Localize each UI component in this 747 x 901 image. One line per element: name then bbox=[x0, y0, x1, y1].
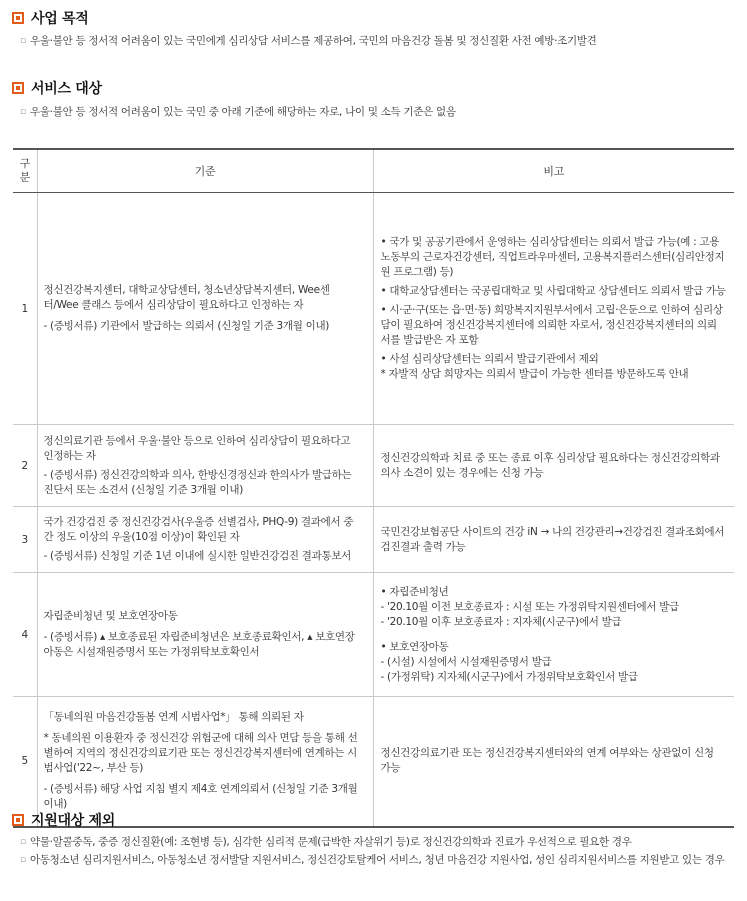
section-target-heading bbox=[12, 78, 102, 98]
row-number: 2 bbox=[13, 425, 37, 507]
note-text: - (가정위탁) 지자체(시군구)에서 가정위탁보호확인서 발급 bbox=[380, 670, 638, 683]
orange-square-bullet-icon bbox=[12, 814, 24, 826]
note-text: - '20.10월 이전 보호종료자 : 시설 또는 가정위탁지원센터에서 발급 bbox=[380, 600, 679, 613]
criteria-evidence: - (증빙서류) 해당 사업 지침 별지 제4호 연계의뢰서 (신청일 기준 3개월 이내) bbox=[43, 783, 358, 811]
note-text: * 자발적 상담 희망자는 의뢰서 발급이 가능한 센터를 방문하도록 안내 bbox=[380, 368, 689, 380]
orange-square-bullet-icon bbox=[12, 82, 24, 94]
row-number: 3 bbox=[13, 507, 37, 573]
note-text: 국민건강보험공단 사이트의 건강 iN → 나의 건강관리→건강검진 결과조회에서 검진결과 출력 가능 bbox=[380, 525, 725, 553]
criteria-text: 정신의료기관 등에서 우울·불안 등으로 인하여 심리상담이 필요하다고 인정하는 자 bbox=[43, 434, 351, 462]
table-row bbox=[13, 507, 734, 573]
header-criteria: 기준 bbox=[37, 149, 373, 193]
row-number: 1 bbox=[13, 193, 37, 425]
section-title: 사업 목적 bbox=[31, 11, 89, 27]
note-text: • 시·군·구(또는 읍·면·동) 희망복지지원부서에서 고립·은둔으로 인하여 심리상담이 필요하여 정신건강복지센터에 의뢰한 자로서, 정신건강복지센터의 의뢰서를 발급받은 자 포함 bbox=[380, 304, 723, 346]
criteria-text: 자립준비청년 및 보호연장아동 bbox=[43, 610, 178, 622]
table-row bbox=[13, 193, 734, 425]
criteria-table bbox=[13, 148, 734, 828]
note-text: • 대학교상담센터는 국공립대학교 및 사립대학교 상담센터도 의뢰서 발급 가능 bbox=[380, 285, 726, 297]
exclusion-item: ▫ 약물·알콜중독, 중증 정신질환(예: 조현병 등), 심각한 심리적 문제(급박한 자살위기 등)로 정신건강의학과 진료가 우선적으로 필요한 경우 bbox=[20, 834, 737, 850]
section-title: 지원대상 제외 bbox=[31, 813, 115, 829]
note-text: - (시설) 시설에서 시설재원증명서 발급 bbox=[380, 655, 552, 668]
note-text: • 국가 및 공공기관에서 운영하는 심리상담센터는 의뢰서 발급 가능(예 : 고용노동부의 근로자건강센터, 직업트라우마센터, 고용복지플러스센터(심리안정지원 프로그램) 등) bbox=[380, 236, 725, 278]
criteria-cell bbox=[37, 507, 373, 573]
criteria-cell bbox=[37, 697, 373, 827]
note-text: - '20.10월 이후 보호종료자 : 지자체(시군구)에서 발급 bbox=[380, 615, 622, 628]
header-gu-2: 분 bbox=[19, 171, 30, 184]
note-cell bbox=[373, 573, 734, 697]
target-item: ▫ 우울·불안 등 정서적 어려움이 있는 국민 중 아래 기준에 해당하는 자로, 나이 및 소득 기준은 없음 bbox=[20, 104, 737, 120]
criteria-text: 국가 건강검진 중 정신건강검사(우울증 선별검사, PHQ-9) 결과에서 중간 정도 이상의 우울(10점 이상)이 확인된 자 bbox=[43, 516, 354, 543]
criteria-footnote: * 동네의원 이용환자 중 정신건강 위험군에 대해 의사 면담 등을 통해 선별하여 지역의 정신건강의료기관 또는 정신건강복지센터에 연계하는 시범사업('22~, 부산 등) bbox=[43, 732, 358, 775]
note-text: 정신건강의학과 치료 중 또는 종료 이후 심리상담 필요하다는 정신건강의학과 의사 소견이 있는 경우에는 신청 가능 bbox=[380, 451, 720, 479]
note-text: 정신건강의료기관 또는 정신건강복지센터와의 연계 여부와는 상관없이 신청 가능 bbox=[380, 747, 714, 775]
note-text: • 보호연장아동 bbox=[380, 640, 449, 653]
note-cell bbox=[373, 507, 734, 573]
criteria-evidence: - (증빙서류) 기관에서 발급하는 의뢰서 (신청일 기준 3개월 이내) bbox=[43, 320, 330, 332]
criteria-text: 「동네의원 마음건강돌봄 연계 시범사업*」 통해 의뢰된 자 bbox=[43, 711, 304, 724]
criteria-text: 정신건강복지센터, 대학교상담센터, 청소년상담복지센터, Wee센터/Wee 클래스 등에서 심리상담이 필요하다고 인정하는 자 bbox=[43, 284, 330, 311]
table-row bbox=[13, 425, 734, 507]
criteria-cell bbox=[37, 193, 373, 425]
criteria-evidence: - (증빙서류) 신청일 기준 1년 이내에 실시한 일반건강검진 결과통보서 bbox=[43, 550, 352, 562]
purpose-item: ▫ 우울·불안 등 정서적 어려움이 있는 국민에게 심리상담 서비스를 제공하여, 국민의 마음건강 돌봄 및 정신질환 사전 예방·조기발견 bbox=[20, 33, 737, 49]
row-number: 4 bbox=[13, 573, 37, 697]
section-title: 서비스 대상 bbox=[31, 81, 102, 97]
note-text: • 자립준비청년 bbox=[380, 585, 449, 598]
criteria-cell bbox=[37, 573, 373, 697]
criteria-evidence: - (증빙서류) ▴ 보호종료된 자립준비청년은 보호종료확인서, ▴ 보호연장아동은 시설재원증명서 또는 가정위탁보호확인서 bbox=[43, 631, 355, 658]
orange-square-bullet-icon bbox=[12, 12, 24, 24]
table-row bbox=[13, 573, 734, 697]
note-cell bbox=[373, 425, 734, 507]
row-number: 5 bbox=[13, 697, 37, 827]
table-row bbox=[13, 697, 734, 827]
exclusion-item: ▫ 아동청소년 심리지원서비스, 아동청소년 정서발달 지원서비스, 정신건강토탈케어 서비스, 청년 마음건강 지원사업, 성인 심리지원서비스를 지원받고 있는 경우 bbox=[20, 852, 737, 868]
note-cell bbox=[373, 193, 734, 425]
header-gu bbox=[13, 149, 37, 193]
note-cell bbox=[373, 697, 734, 827]
header-gu-1: 구 bbox=[19, 157, 30, 170]
section-purpose-heading bbox=[12, 8, 88, 28]
table-header-row bbox=[13, 149, 734, 193]
section-exclusion-heading bbox=[12, 810, 115, 830]
header-note: 비고 bbox=[373, 149, 734, 193]
criteria-evidence: - (증빙서류) 정신건강의학과 의사, 한방신경정신과 한의사가 발급하는 진단서 또는 소견서 (신청일 기준 3개월 이내) bbox=[43, 468, 352, 496]
note-text: • 사설 심리상담센터는 의뢰서 발급기관에서 제외 bbox=[380, 353, 599, 365]
criteria-cell bbox=[37, 425, 373, 507]
